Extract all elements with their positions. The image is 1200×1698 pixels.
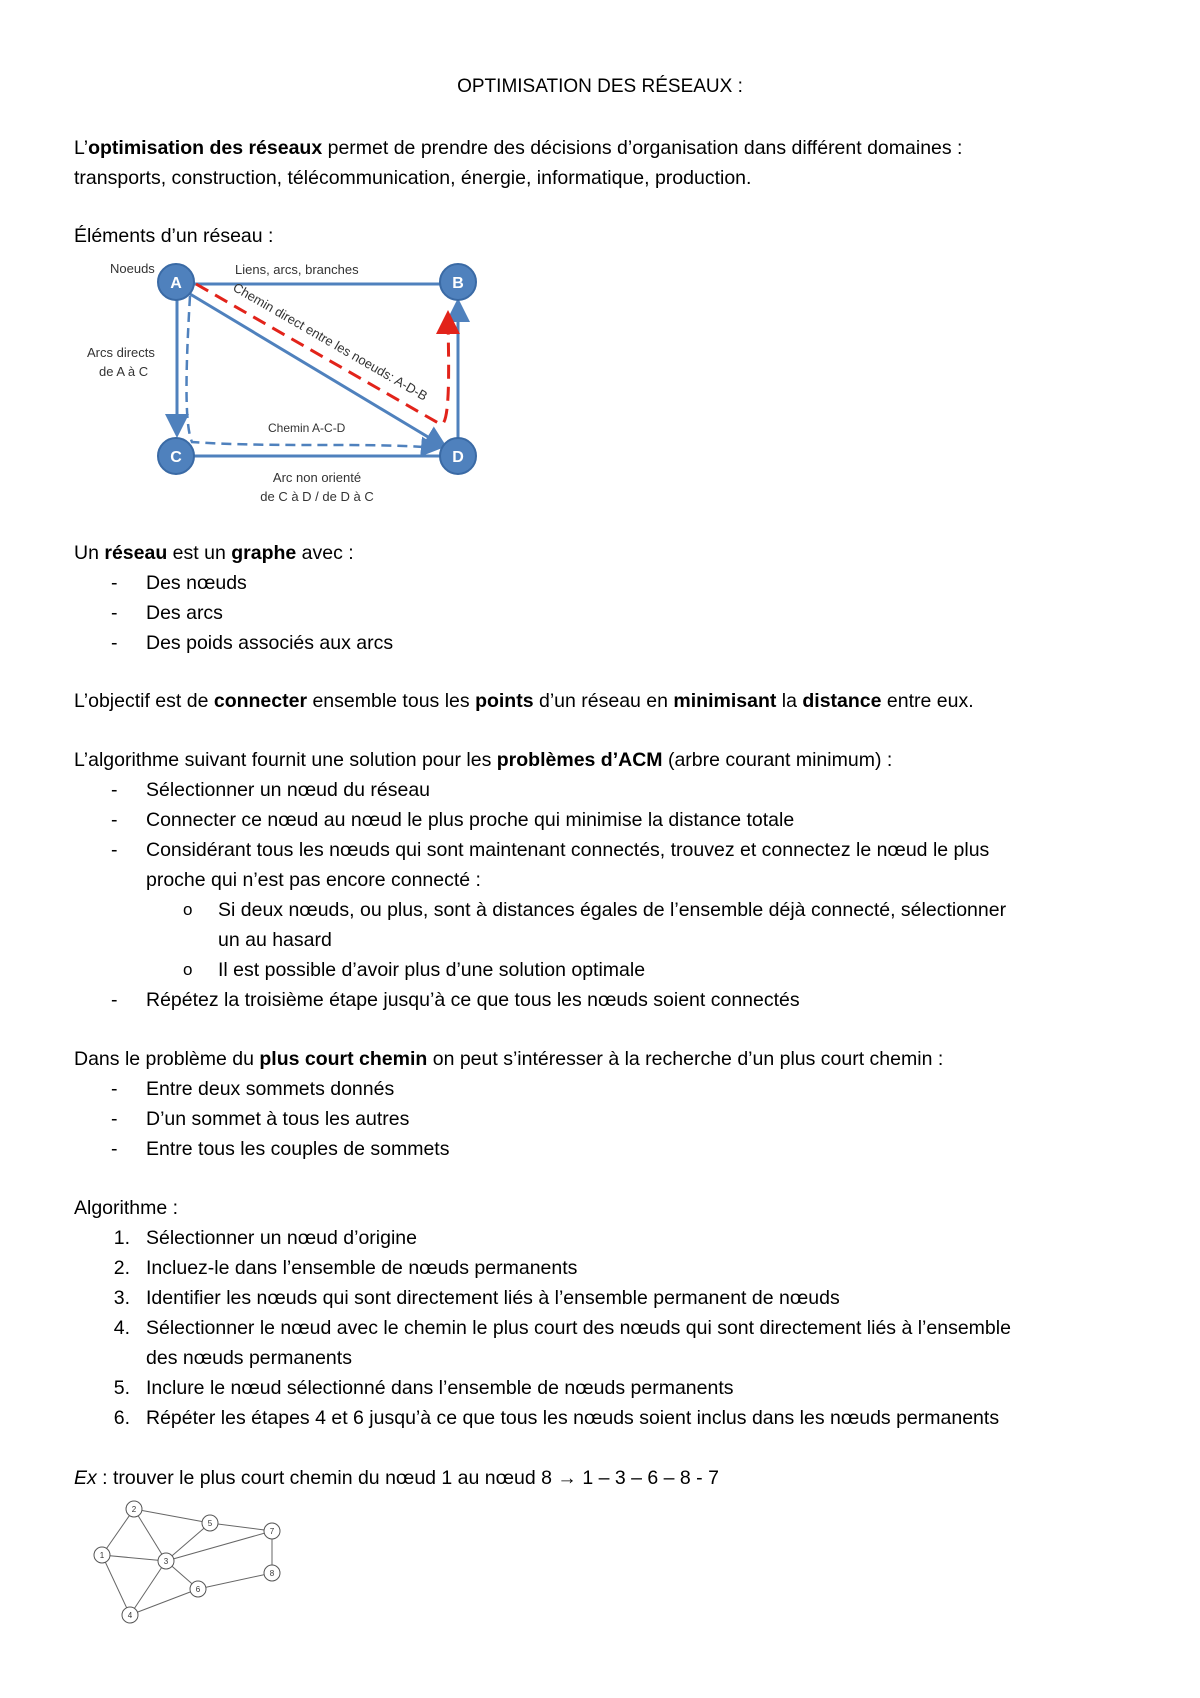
algorithm-step: Répéter les étapes 4 et 6 jusqu’à ce que tous les nœuds soient inclus dans les nœuds permanents: [146, 1407, 1000, 1429]
node-c: [158, 438, 194, 474]
graph-node-7: 7: [269, 1527, 275, 1536]
algorithm-step: Incluez-le dans l’ensemble de nœuds permanents: [146, 1257, 578, 1279]
bullet-dash: -: [111, 809, 118, 831]
list-item: Des poids associés aux arcs: [146, 632, 394, 654]
graph-node-3: 3: [163, 1557, 169, 1566]
label-noeuds: Noeuds: [110, 261, 155, 276]
algorithm-step: Inclure le nœud sélectionné dans l’ensemble de nœuds permanents: [146, 1377, 734, 1399]
label-undirected-1: Arc non orienté: [272, 470, 362, 485]
bullet-dash: -: [111, 1138, 118, 1160]
bullet-dash: -: [111, 572, 118, 594]
graph-node-6: 6: [195, 1585, 201, 1594]
label-arcs-directs-2: de A à C: [99, 364, 149, 379]
list-item: Considérant tous les nœuds qui sont maintenant connectés, trouvez et connectez le nœud le plus: [146, 839, 990, 861]
bullet-dash: -: [111, 779, 118, 801]
list-item-continuation: proche qui n’est pas encore connecté :: [146, 869, 481, 891]
network-diagram: [80, 254, 500, 504]
label-undirected-2: de C à D / de D à C: [260, 489, 374, 504]
node-a: [158, 264, 194, 300]
step-number: 3.: [113, 1287, 130, 1309]
bullet-dash: -: [111, 1078, 118, 1100]
list-item: Des nœuds: [146, 572, 247, 594]
list-item: Des arcs: [146, 602, 223, 624]
graph-node-5: 5: [207, 1519, 213, 1528]
node-d: [440, 438, 476, 474]
page-title: OPTIMISATION DES RÉSEAUX :: [457, 76, 743, 97]
path-a-d-b: [196, 284, 449, 424]
list-item: D’un sommet à tous les autres: [146, 1108, 410, 1130]
svg-text:D: D: [452, 449, 464, 466]
bullet-dash: -: [111, 602, 118, 624]
list-item: Connecter ce nœud au nœud le plus proche qui minimise la distance totale: [146, 809, 795, 831]
step-number: 4.: [113, 1317, 130, 1339]
acm-intro: L’algorithme suivant fournit une solution pour les problèmes d’ACM (arbre courant minimum) :: [74, 749, 893, 771]
step-number: 6.: [113, 1407, 130, 1429]
algorithm-step: Sélectionner un nœud d’origine: [146, 1227, 418, 1249]
bullet-dash: -: [111, 989, 118, 1011]
svg-text:C: C: [170, 449, 182, 466]
svg-text:B: B: [452, 275, 464, 292]
list-item: Entre deux sommets donnés: [146, 1078, 395, 1100]
graph-definition: Un réseau est un graphe avec :: [74, 542, 354, 564]
intro-line-1: L’optimisation des réseaux permet de prendre des décisions d’organisation dans différent domaines :: [74, 137, 963, 159]
sub-list-item-continuation: un au hasard: [218, 929, 332, 951]
label-direct-path: Chemin direct entre les noeuds: A-D-B: [230, 279, 431, 404]
bullet-dash: -: [111, 1108, 118, 1130]
sub-list-item: Il est possible d’avoir plus d’une solution optimale: [218, 959, 646, 981]
objective-line: L’objectif est de connecter ensemble tous les points d’un réseau en minimisant la distance entre eux.: [74, 690, 974, 712]
graph-node-2: 2: [131, 1505, 137, 1514]
example-line: Ex : trouver le plus court chemin du nœud 1 au nœud 8 → 1 – 3 – 6 – 8 - 7: [74, 1467, 719, 1489]
list-item: Sélectionner un nœud du réseau: [146, 779, 431, 801]
elements-heading: Éléments d’un réseau :: [74, 225, 274, 247]
bullet-circle: o: [183, 900, 193, 919]
algorithm-step: Identifier les nœuds qui sont directement liés à l’ensemble permanent de nœuds: [146, 1287, 840, 1309]
label-path-acd: Chemin A-C-D: [268, 421, 346, 435]
list-item: Répétez la troisième étape jusqu’à ce que tous les nœuds soient connectés: [146, 989, 800, 1011]
algorithm-heading: Algorithme :: [74, 1197, 179, 1219]
graph-node-4: 4: [127, 1611, 133, 1620]
bullet-dash: -: [111, 839, 118, 861]
sub-list-item: Si deux nœuds, ou plus, sont à distances égales de l’ensemble déjà connecté, sélectionner: [218, 899, 1007, 921]
step-number: 2.: [113, 1257, 130, 1279]
intro-line-2: transports, construction, télécommunication, énergie, informatique, production.: [74, 167, 752, 189]
svg-text:A: A: [170, 275, 182, 292]
label-liens: Liens, arcs, branches: [235, 262, 359, 277]
algorithm-step-continuation: des nœuds permanents: [146, 1347, 352, 1369]
label-arcs-directs-1: Arcs directs: [87, 345, 155, 360]
algorithm-step: Sélectionner le nœud avec le chemin le plus court des nœuds qui sont directement liés à l’ensemble: [146, 1317, 1011, 1339]
step-number: 1.: [113, 1227, 130, 1249]
step-number: 5.: [113, 1377, 130, 1399]
bullet-circle: o: [183, 960, 193, 979]
graph-node-1: 1: [99, 1551, 105, 1560]
bullet-dash: -: [111, 632, 118, 654]
shortest-path-intro: Dans le problème du plus court chemin on peut s’intéresser à la recherche d’un plus court chemin :: [74, 1048, 944, 1070]
graph-node-8: 8: [269, 1569, 275, 1578]
list-item: Entre tous les couples de sommets: [146, 1138, 450, 1160]
example-graph: [86, 1497, 296, 1632]
node-b: [440, 264, 476, 300]
arrow-right-icon: →: [557, 1467, 577, 1489]
